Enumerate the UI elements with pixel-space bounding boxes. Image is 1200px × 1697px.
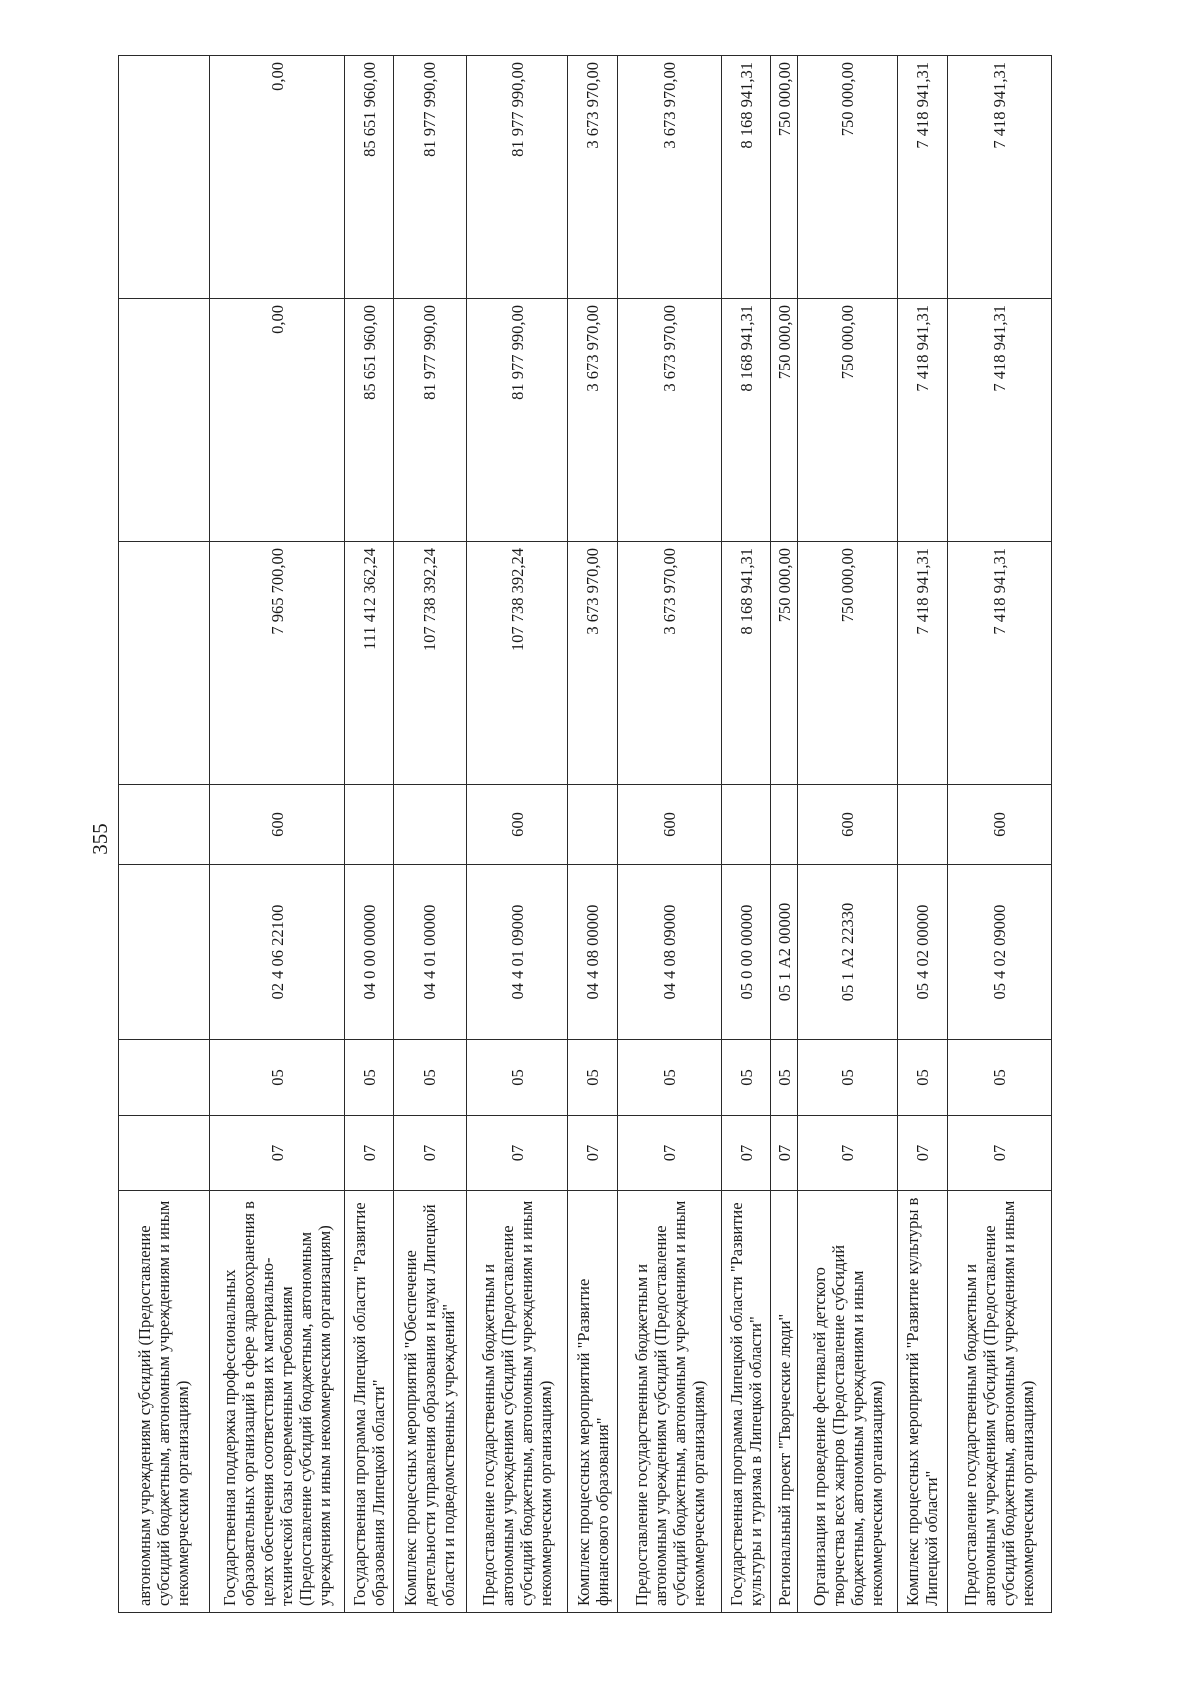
table-row — [568, 56, 618, 1613]
section-code: 07 — [394, 1116, 466, 1191]
expense-type — [345, 785, 394, 865]
section-code: 07 — [345, 1116, 394, 1191]
row-name: автономным учреждениям субсидий (Предоставление субсидий бюджетным, автономным учреждениям и иным некоммерческим организациям) — [119, 1191, 210, 1613]
row-name: Комплекс процессных мероприятий "Обеспечение деятельности управления образования и науки Липецкой области и подведомственных учреждений" — [394, 1191, 466, 1613]
amount-2 — [119, 299, 210, 542]
row-name: Государственная программа Липецкой области "Развитие образования Липецкой области" — [345, 1191, 394, 1613]
target-article: 05 0 00 00000 — [722, 865, 771, 1040]
table-row — [209, 56, 345, 1613]
row-name: Государственная программа Липецкой области "Развитие культуры и туризма в Липецкой области" — [722, 1191, 771, 1613]
section-code: 07 — [771, 1116, 798, 1191]
expense-type — [771, 785, 798, 865]
section-code: 07 — [209, 1116, 345, 1191]
amount-1: 7 965 700,00 — [209, 542, 345, 785]
section-code: 07 — [568, 1116, 618, 1191]
table-row — [798, 56, 898, 1613]
subsection-code: 05 — [568, 1040, 618, 1116]
table-row — [345, 56, 394, 1613]
table-row — [466, 56, 568, 1613]
expense-type — [722, 785, 771, 865]
amount-1: 750 000,00 — [771, 542, 798, 785]
target-article: 05 1 А2 22330 — [798, 865, 898, 1040]
subsection-code — [119, 1040, 210, 1116]
amount-2: 85 651 960,00 — [345, 299, 394, 542]
table-row — [618, 56, 722, 1613]
subsection-code: 05 — [345, 1040, 394, 1116]
section-code: 07 — [897, 1116, 947, 1191]
expense-type — [394, 785, 466, 865]
table-row — [771, 56, 798, 1613]
budget-table-container — [118, 56, 1052, 1613]
amount-3: 81 977 990,00 — [466, 56, 568, 299]
section-code: 07 — [466, 1116, 568, 1191]
table-row — [947, 56, 1051, 1613]
amount-3: 750 000,00 — [771, 56, 798, 299]
subsection-code: 05 — [897, 1040, 947, 1116]
expense-type: 600 — [466, 785, 568, 865]
row-name: Комплекс процессных мероприятий "Развитие культуры в Липецкой области" — [897, 1191, 947, 1613]
amount-3: 8 168 941,31 — [722, 56, 771, 299]
amount-3: 85 651 960,00 — [345, 56, 394, 299]
amount-1: 107 738 392,24 — [394, 542, 466, 785]
amount-2: 3 673 970,00 — [618, 299, 722, 542]
amount-1: 8 168 941,31 — [722, 542, 771, 785]
amount-3: 0,00 — [209, 56, 345, 299]
budget-table-body — [119, 56, 1052, 1613]
amount-2: 7 418 941,31 — [947, 299, 1051, 542]
subsection-code: 05 — [722, 1040, 771, 1116]
amount-3: 3 673 970,00 — [568, 56, 618, 299]
subsection-code: 05 — [209, 1040, 345, 1116]
subsection-code: 05 — [394, 1040, 466, 1116]
row-name: Предоставление государственным бюджетным и автономным учреждениям субсидий (Предоставление субсидий бюджетным, автономным учреждениям и иным некоммерческим организациям) — [466, 1191, 568, 1613]
target-article: 04 4 01 00000 — [394, 865, 466, 1040]
expense-type: 600 — [947, 785, 1051, 865]
amount-1: 3 673 970,00 — [618, 542, 722, 785]
amount-2: 7 418 941,31 — [897, 299, 947, 542]
subsection-code: 05 — [618, 1040, 722, 1116]
amount-1: 7 418 941,31 — [897, 542, 947, 785]
row-name: Организация и проведение фестивалей детского творчества всех жанров (Предоставление субсидий бюджетным, автономным учреждениям и иным некоммерческим организациям) — [798, 1191, 898, 1613]
row-name: Государственная поддержка профессиональных образовательных организаций в сфере здравоохранения в целях обеспечения соответствия их материально-технической базы современным требованиям (Предоставление субсидий бюджетным, автономным учреждениям и иным некоммерческим организациям) — [209, 1191, 345, 1613]
amount-3 — [119, 56, 210, 299]
amount-1 — [119, 542, 210, 785]
table-row — [119, 56, 210, 1613]
row-name: Предоставление государственным бюджетным и автономным учреждениям субсидий (Предоставление субсидий бюджетным, автономным учреждениям и иным некоммерческим организациям) — [947, 1191, 1051, 1613]
amount-1: 750 000,00 — [798, 542, 898, 785]
row-name: Предоставление государственным бюджетным и автономным учреждениям субсидий (Предоставление субсидий бюджетным, автономным учреждениям и иным некоммерческим организациям) — [618, 1191, 722, 1613]
target-article: 05 4 02 00000 — [897, 865, 947, 1040]
row-name: Региональный проект "Творческие люди" — [771, 1191, 798, 1613]
expense-type: 600 — [798, 785, 898, 865]
amount-1: 111 412 362,24 — [345, 542, 394, 785]
row-name: Комплекс процессных мероприятий "Развитие финансового образования" — [568, 1191, 618, 1613]
section-code: 07 — [722, 1116, 771, 1191]
amount-3: 7 418 941,31 — [897, 56, 947, 299]
amount-3: 7 418 941,31 — [947, 56, 1051, 299]
table-row — [394, 56, 466, 1613]
expense-type — [897, 785, 947, 865]
amount-3: 81 977 990,00 — [394, 56, 466, 299]
subsection-code: 05 — [466, 1040, 568, 1116]
amount-2: 81 977 990,00 — [466, 299, 568, 542]
subsection-code: 05 — [947, 1040, 1051, 1116]
target-article: 05 4 02 09000 — [947, 865, 1051, 1040]
amount-2: 81 977 990,00 — [394, 299, 466, 542]
amount-1: 107 738 392,24 — [466, 542, 568, 785]
target-article: 04 4 08 09000 — [618, 865, 722, 1040]
section-code: 07 — [947, 1116, 1051, 1191]
subsection-code: 05 — [771, 1040, 798, 1116]
target-article: 04 4 08 00000 — [568, 865, 618, 1040]
amount-2: 0,00 — [209, 299, 345, 542]
section-code: 07 — [798, 1116, 898, 1191]
section-code — [119, 1116, 210, 1191]
amount-3: 3 673 970,00 — [618, 56, 722, 299]
target-article: 04 0 00 00000 — [345, 865, 394, 1040]
amount-2: 3 673 970,00 — [568, 299, 618, 542]
page-number: 355 — [88, 823, 112, 855]
expense-type: 600 — [618, 785, 722, 865]
amount-3: 750 000,00 — [798, 56, 898, 299]
amount-2: 8 168 941,31 — [722, 299, 771, 542]
subsection-code: 05 — [798, 1040, 898, 1116]
expense-type: 600 — [209, 785, 345, 865]
expense-type — [568, 785, 618, 865]
budget-table — [118, 55, 1052, 1613]
table-row — [897, 56, 947, 1613]
amount-1: 7 418 941,31 — [947, 542, 1051, 785]
expense-type — [119, 785, 210, 865]
table-row — [722, 56, 771, 1613]
target-article: 02 4 06 22100 — [209, 865, 345, 1040]
section-code: 07 — [618, 1116, 722, 1191]
amount-2: 750 000,00 — [771, 299, 798, 542]
amount-1: 3 673 970,00 — [568, 542, 618, 785]
target-article — [119, 865, 210, 1040]
target-article: 05 1 А2 00000 — [771, 865, 798, 1040]
amount-2: 750 000,00 — [798, 299, 898, 542]
target-article: 04 4 01 09000 — [466, 865, 568, 1040]
